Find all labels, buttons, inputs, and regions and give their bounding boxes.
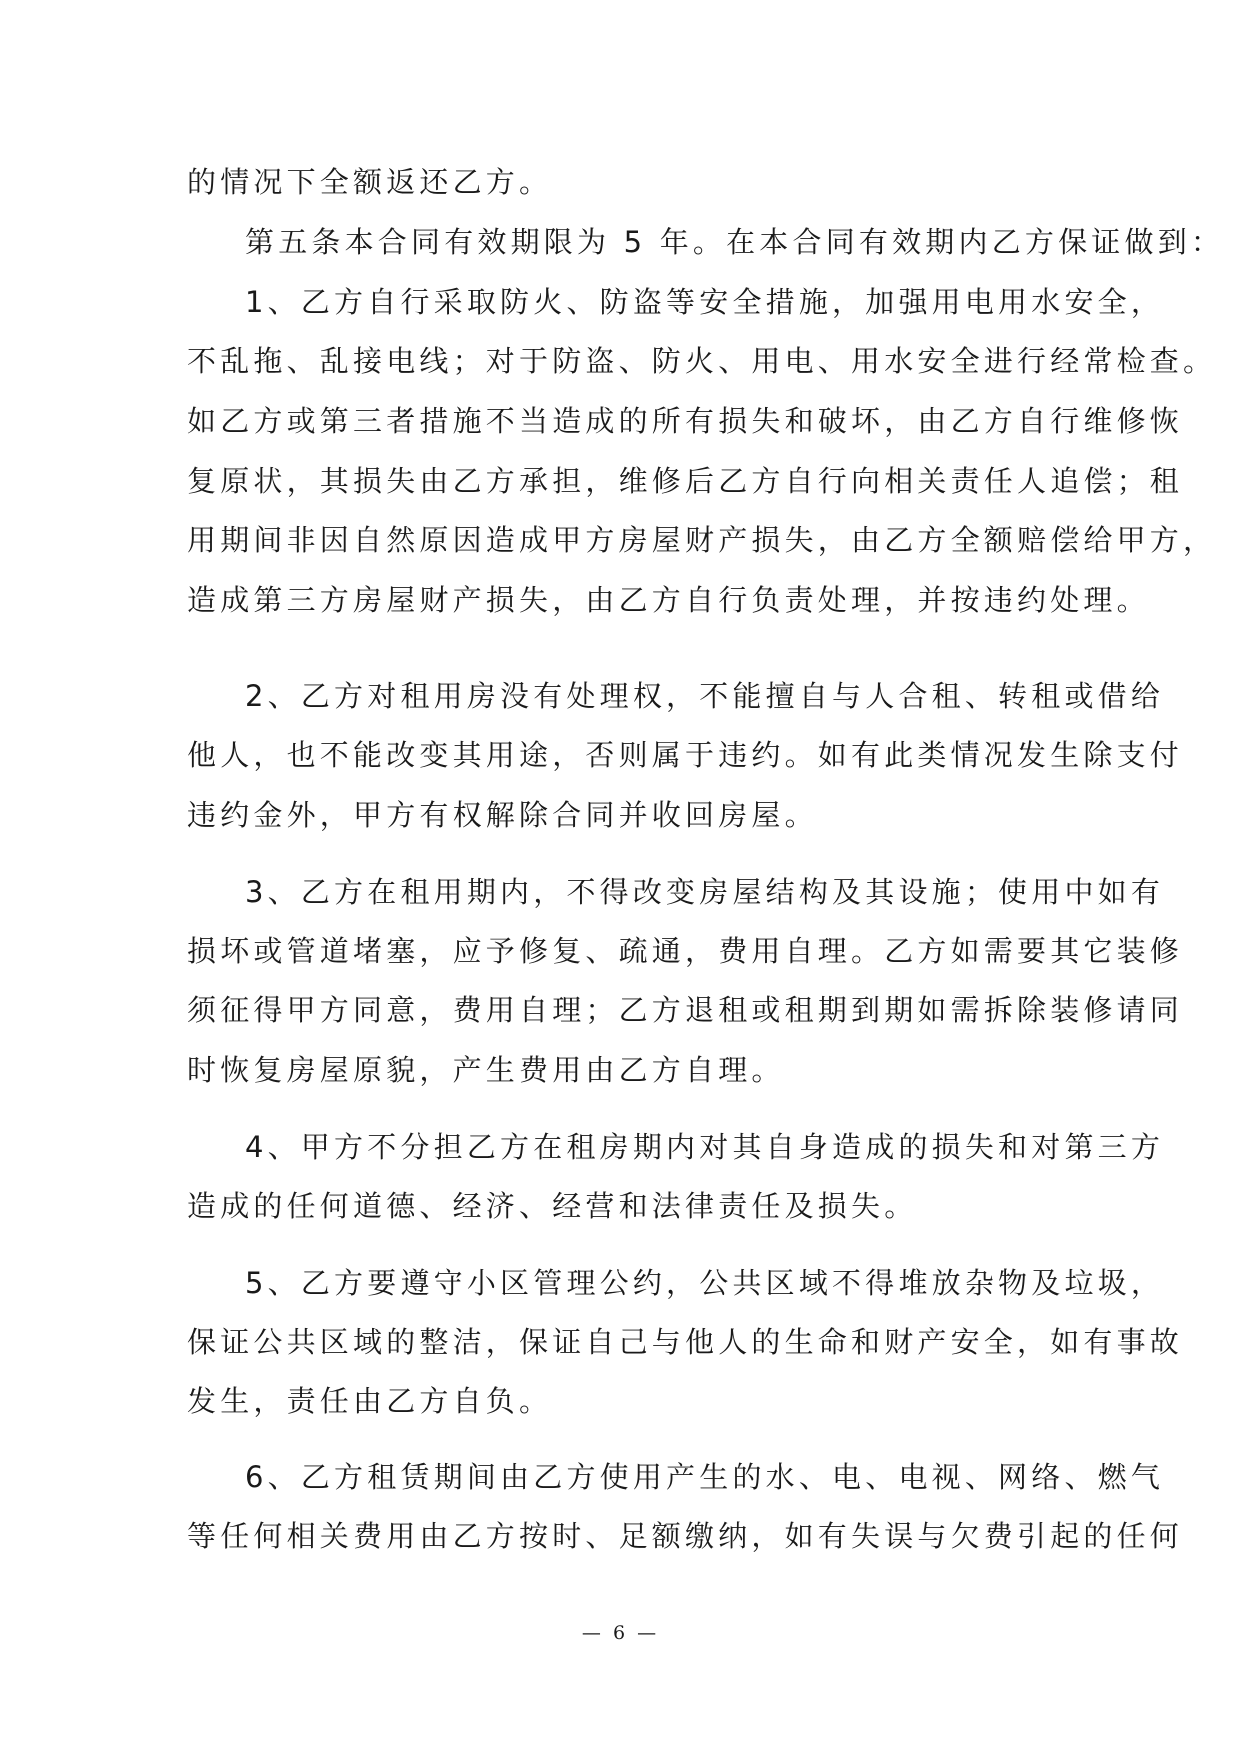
text-line: 发生，责任由乙方自负。 xyxy=(187,1384,553,1418)
text-line: 损坏或管道堵塞，应予修复、疏通，费用自理。乙方如需要其它装修 xyxy=(187,934,1184,968)
page-number: — 6 — xyxy=(581,1622,660,1644)
text-line: 造成第三方房屋财产损失，由乙方自行负责处理，并按违约处理。 xyxy=(187,583,1150,617)
text-line: 的情况下全额返还乙方。 xyxy=(187,165,553,199)
text-line: 第五条本合同有效期限为 5 年。在本合同有效期内乙方保证做到： xyxy=(245,225,1225,259)
text-line: 违约金外，甲方有权解除合同并收回房屋。 xyxy=(187,798,818,832)
text-line: 6、乙方租赁期间由乙方使用产生的水、电、电视、网络、燃气 xyxy=(245,1460,1165,1494)
text-line: 如乙方或第三者措施不当造成的所有损失和破坏，由乙方自行维修恢 xyxy=(187,404,1184,438)
text-line: 复原状，其损失由乙方承担，维修后乙方自行向相关责任人追偿；租 xyxy=(187,464,1184,498)
text-line: 他人，也不能改变其用途，否则属于违约。如有此类情况发生除支付 xyxy=(187,738,1184,772)
text-line: 用期间非因自然原因造成甲方房屋财产损失，由乙方全额赔偿给甲方， xyxy=(187,523,1217,557)
text-line: 1、乙方自行采取防火、防盗等安全措施，加强用电用水安全， xyxy=(245,285,1165,319)
text-line: 保证公共区域的整洁，保证自己与他人的生命和财产安全，如有事故 xyxy=(187,1325,1184,1359)
text-line: 3、乙方在租用期内，不得改变房屋结构及其设施；使用中如有 xyxy=(245,875,1165,909)
text-line: 5、乙方要遵守小区管理公约，公共区域不得堆放杂物及垃圾， xyxy=(245,1266,1165,1300)
text-line: 造成的任何道德、经济、经营和法律责任及损失。 xyxy=(187,1189,918,1223)
text-line: 2、乙方对租用房没有处理权，不能擅自与人合租、转租或借给 xyxy=(245,679,1165,713)
text-line: 不乱拖、乱接电线；对于防盗、防火、用电、用水安全进行经常检查。 xyxy=(187,344,1217,378)
text-line: 等任何相关费用由乙方按时、足额缴纳，如有失误与欠费引起的任何 xyxy=(187,1519,1184,1553)
text-line: 4、甲方不分担乙方在租房期内对其自身造成的损失和对第三方 xyxy=(245,1130,1165,1164)
text-line: 须征得甲方同意，费用自理；乙方退租或租期到期如需拆除装修请同 xyxy=(187,993,1184,1027)
text-line: 时恢复房屋原貌，产生费用由乙方自理。 xyxy=(187,1053,785,1087)
